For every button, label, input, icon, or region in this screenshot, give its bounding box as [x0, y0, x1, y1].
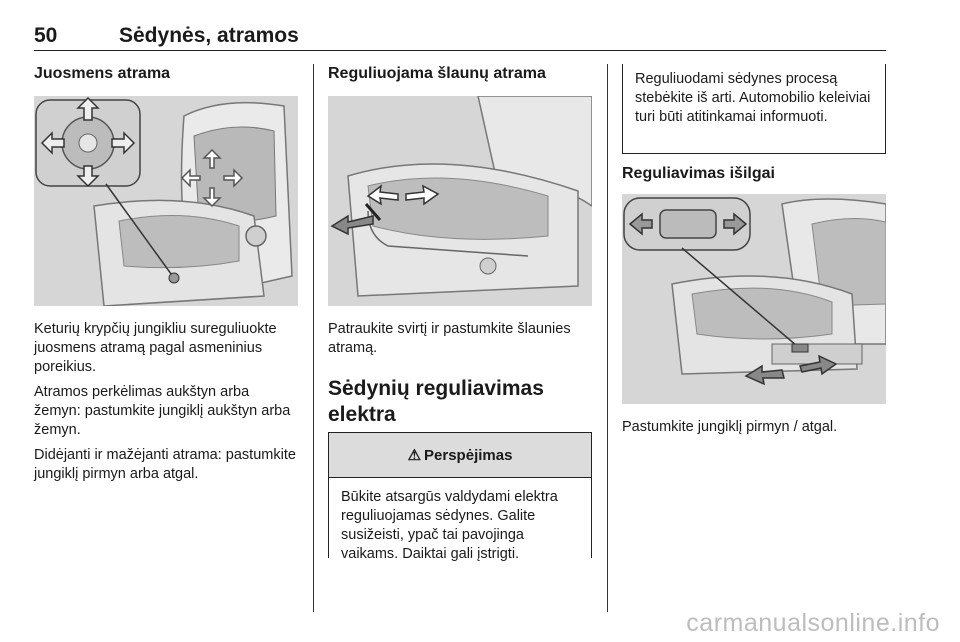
- page-header: [34, 18, 886, 51]
- warning-title: Perspėjimas: [424, 446, 513, 464]
- warning-box: [328, 432, 592, 562]
- heading-thigh-support: Reguliuojama šlaunų atrama: [328, 65, 546, 82]
- thigh-support-text: [328, 320, 592, 358]
- paragraph: Pastumkite jungiklį pirmyn / atgal.: [622, 419, 838, 435]
- lumbar-support-text: [34, 320, 298, 484]
- column-divider: [313, 64, 314, 612]
- header-title: Sėdynės, atramos: [119, 24, 299, 47]
- page-number: 50: [34, 24, 58, 47]
- paragraph: Keturių krypčių jungikliu sureguliuokte juosmens atramą pagal asmeninius poreikius.: [34, 321, 277, 375]
- longitudinal-adjustment-text: [622, 418, 886, 437]
- warning-triangle-icon: ⚠: [407, 447, 422, 464]
- column-lumbar-support: [34, 64, 298, 84]
- lumbar-support-illustration: [34, 96, 298, 306]
- section-title: Sėdynių reguliavimas elektra: [328, 377, 544, 426]
- paragraph: Atramos perkėlimas aukštyn arba žemyn: pastumkite jungiklį aukštyn arba žemyn.: [34, 384, 291, 438]
- warning-text: Būkite atsargūs valdydami elektra reguliuojamas sėdynes. Galite susižeisti, ypač tai pavojinga vaikams. Daiktai gali įstrigti.: [341, 489, 558, 562]
- paragraph: Didėjanti ir mažėjanti atrama: pastumkite jungiklį pirmyn arba atgal.: [34, 447, 296, 482]
- watermark: carmanualsonline.info: [686, 609, 940, 637]
- section-electric-seats: [328, 376, 592, 428]
- paragraph: Patraukite svirtį ir pastumkite šlaunies atramą.: [328, 321, 571, 356]
- longitudinal-adjustment-illustration: [622, 194, 886, 404]
- column-thigh-support: [328, 64, 592, 84]
- column-divider: [607, 64, 608, 612]
- heading-longitudinal-adjustment: Reguliavimas išilgai: [622, 165, 775, 182]
- warning-header: [329, 433, 591, 478]
- thigh-support-illustration: [328, 96, 592, 306]
- note-box: Reguliuodami sėdynes procesą stebėkite iš arti. Automobilio keleiviai turi būti atitinkamai informuoti.: [622, 64, 886, 154]
- heading-lumbar-support: Juosmens atrama: [34, 65, 171, 82]
- column-longitudinal: [622, 164, 886, 184]
